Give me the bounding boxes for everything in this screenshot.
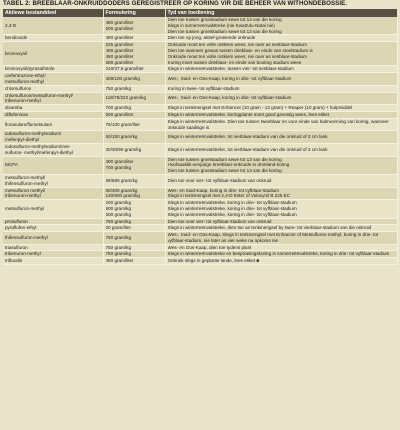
ingredient-cell <box>3 251 103 258</box>
ingredient-cell-line: carfentrazone-ethyl/ <box>5 73 46 79</box>
formulation-cell-line: 480 gram/liter <box>105 19 134 25</box>
header-timing: Tyd van toediening <box>165 9 397 17</box>
table-row <box>3 17 397 35</box>
ingredient-cell-line: chlorsulfuron <box>5 85 32 91</box>
timing-cell <box>165 105 397 112</box>
ingredient-cell <box>3 35 103 42</box>
formulation-cell <box>103 251 165 258</box>
timing-cell <box>165 73 397 86</box>
ingredient-cell <box>3 156 103 174</box>
ingredient-cell <box>3 92 103 105</box>
timing-cell-line: Onkruide moet ten volle ontkiem wees, nie ouer as sesblaar-stadium <box>167 42 307 48</box>
ingredient-cell-line: diflufenican <box>5 111 29 117</box>
table-title: TABEL 2: BREËBLAAR-ONKRUIDDODERS GEREGISTREER OP KORING VIR DIE BEHEER VAN WITHONDEBOSSIE. <box>3 0 348 7</box>
formulation-cell-line: 30/30/90 gram/kg <box>105 146 142 152</box>
ingredient-cell <box>3 42 103 66</box>
timing-cell <box>165 218 397 225</box>
ingredient-cell-line: prosulfuron <box>5 218 28 224</box>
formulation-cell <box>103 131 165 144</box>
ingredient-cell <box>3 174 103 187</box>
ingredient-cell-line: bromoxynil <box>5 50 28 56</box>
timing-cell-line: Dien toe voor vier- tot vyfblaar-stadium van onkruid <box>167 218 272 224</box>
timing-cell-line: Slegs in somerreënvalstreke (nie KwaZulu-Natal nie) <box>167 22 275 28</box>
formulation-cell <box>103 92 165 105</box>
timing-cell-line: Dien toe tussen groeistadium sewe tot 13 van die koring <box>167 28 282 34</box>
timing-cell-line: Wes- en Oos-Kaap, dien toe tydens plant <box>167 244 252 250</box>
table-row <box>3 258 397 265</box>
formulation-cell-line: 750 gram/kg <box>105 85 132 91</box>
ingredient-cell <box>3 200 103 218</box>
formulation-cell-line: 500 gram/kg <box>105 205 132 211</box>
timing-cell-line: Slegs in winterreënvalstreke, tot vierblaar-stadium van die onkruid of 3 cm lank <box>167 146 328 152</box>
header-ingredient: Aktiewe bestanddeel <box>3 9 103 17</box>
timing-cell-line: Dien toe voor vier- tot vyfblaar-stadium van onkruid <box>167 177 272 183</box>
ingredient-cell <box>3 131 103 144</box>
ingredient-cell-line: tribenuron-methyl <box>5 193 41 199</box>
table-row <box>3 244 397 251</box>
ingredient-cell-line: mefenpyr-diethyl <box>5 137 39 143</box>
ingredient-cell <box>3 105 103 112</box>
ingredient-cell-line: bromoxynil/pyrasulfotole <box>5 66 55 72</box>
formulation-cell <box>103 244 165 251</box>
timing-cell-line: Slegs in winterreënvalstreke en besproeiingskoring in somerreënvalstreke, koring in drie- tot vyfblaar-stadium <box>167 251 390 257</box>
timing-cell <box>165 17 397 35</box>
timing-cell-line: Slegs in winterreënvalstreke. Dien toe tussen tweeblaar en voor einde van halmvorming van koring, wanneer onkruide saailinge is <box>167 118 389 130</box>
formulation-cell <box>103 174 165 187</box>
formulation-cell <box>103 143 165 156</box>
herbicide-table <box>3 9 398 265</box>
ingredient-cell-line: MCPA <box>5 162 18 168</box>
timing-cell-line: Hoofsaaklik eenjarige breëblaar-onkruide in droëland-koring <box>167 162 290 168</box>
ingredient-cell-line: thifensulfuron-methyl <box>5 180 48 186</box>
ingredient-cell <box>3 244 103 251</box>
ingredient-cell-line: iodosulfuron-methylsodium/ <box>5 131 62 137</box>
timing-cell-line: Dien toe op jong, aktief-groeiende onkruide <box>167 35 256 41</box>
timing-cell-line: Slegs in winterreënvalstreke, koring in drie- tot vyfblaar-stadium <box>167 205 297 211</box>
timing-cell-line: Dien toe wanneer gewas tussen drieblaar- en einde van stoelstadium is <box>167 47 313 53</box>
formulation-cell-line: 600 gram/kg <box>105 211 132 217</box>
timing-cell-line: Koring in twee- tot vyfblaar-stadium <box>167 85 240 91</box>
header-formulation: Formulering <box>103 9 165 17</box>
table-row <box>3 143 397 156</box>
ingredient-cell-line: metsulfuron-methyl/ <box>5 174 46 180</box>
formulation-cell <box>103 258 165 265</box>
formulation-cell <box>103 111 165 118</box>
ingredient-cell-line: metsulfuron-methyl <box>5 205 45 211</box>
ingredient-cell <box>3 225 103 232</box>
table-row <box>3 111 397 118</box>
table-row <box>3 200 397 218</box>
timing-cell <box>165 66 397 73</box>
ingredient-cell <box>3 143 103 156</box>
formulation-cell <box>103 73 165 86</box>
ingredient-cell <box>3 73 103 86</box>
ingredient-cell-line: trifluralin <box>5 258 23 264</box>
formulation-cell <box>103 42 165 66</box>
ingredient-cell-line: metsulfuron methyl/ <box>5 187 46 193</box>
formulation-cell-line: 200 gram/kg <box>105 200 132 206</box>
timing-cell-line: Slegs in winterreënvalstreke, koringplante moet goed gevestig wees, lees etiket <box>167 111 330 117</box>
formulation-cell-line: 750 gram/kg <box>105 234 132 240</box>
timing-cell <box>165 244 397 251</box>
timing-cell-line: Koring moet tussen drieblaar- en einde van booting stadium wees <box>167 59 302 65</box>
formulation-cell-line: 20 gram/liter <box>105 225 132 231</box>
timing-cell-line: Wes- en Suid-Kaap, koring in drie- tot vyfblaar-stadium <box>167 187 279 193</box>
formulation-cell-line: 400 gram/liter <box>105 47 134 53</box>
ingredient-cell-line: florasulam/flumetsulam <box>5 121 53 127</box>
timing-cell-line: Slegs in winterreënvalstreke, koring in drie- tot vyfblaar-stadium <box>167 200 297 206</box>
formulation-cell-line: 700 gram/kg <box>105 165 132 171</box>
timing-cell-line: Wes-, Suid- en Oos-Kaap, koring in drie- tot vyfblaar-stadium <box>167 76 292 82</box>
timing-cell <box>165 118 397 131</box>
table-row <box>3 218 397 225</box>
table-row <box>3 105 397 112</box>
formulation-cell-line: 118/79/222 gram/kg <box>105 95 147 101</box>
table-header-row <box>3 9 397 17</box>
formulation-cell-line: 75/100 gram/liter <box>105 121 140 127</box>
formulation-cell <box>103 232 165 245</box>
formulation-cell-line: 500 gram/liter <box>105 111 134 117</box>
formulation-cell <box>103 66 165 73</box>
ingredient-cell <box>3 187 103 200</box>
timing-cell <box>165 85 397 92</box>
table-row <box>3 42 397 66</box>
timing-cell-line: Wes-, Suid- en Oos-Kaap, koring in drie- tot vyfblaar-stadium <box>167 95 292 101</box>
timing-cell-line: Onkruide moet ten volle ontkiem wees, nie ouer as sesblaar-stadium <box>167 53 307 59</box>
table-row <box>3 85 397 92</box>
timing-cell <box>165 187 397 200</box>
timing-cell-line: Slegs in tenkmengsel met 2,4-D Ester of Voloxynil B 225 EC <box>167 193 291 199</box>
timing-cell <box>165 225 397 232</box>
timing-cell-line: Gebruik slegs in geplante lande, lees etiket ■ <box>167 258 260 264</box>
table-body <box>3 17 397 265</box>
timing-cell <box>165 111 397 118</box>
timing-cell-line: Dien toe tussen groeistadium sewe tot 13 van die koring <box>167 156 282 162</box>
timing-cell <box>165 200 397 218</box>
formulation-cell-line: 500 gram/liter <box>105 59 134 65</box>
formulation-cell-line: 750 gram/kg <box>105 218 132 224</box>
table-row <box>3 73 397 86</box>
formulation-cell-line: 750 gram/kg <box>105 244 132 250</box>
ingredient-cell <box>3 232 103 245</box>
formulation-cell-line: 80/300 gram/kg <box>105 187 138 193</box>
formulation-cell-line: 480 gram/liter <box>105 258 134 264</box>
table-row <box>3 232 397 245</box>
formulation-cell <box>103 105 165 112</box>
timing-cell <box>165 92 397 105</box>
formulation-cell-line: 700 gram/kg <box>105 105 132 111</box>
formulation-cell <box>103 156 165 174</box>
formulation-cell-line: 210/37,5 gram/liter <box>105 66 144 72</box>
timing-cell-line: Slegs in tenkmengsel met Enhancer (10 gram - 12 gram) + Reaper (10 gram) + hulpmiddel <box>167 105 353 111</box>
formulation-cell-line: 500 gram/liter <box>105 25 134 31</box>
formulation-cell <box>103 85 165 92</box>
ingredient-cell-line: triasulfuron <box>5 244 28 250</box>
timing-cell <box>165 42 397 66</box>
timing-cell-line: Dien toe tussen groeistadium sewe tot 13 van die koring <box>167 17 282 22</box>
formulation-cell-line: 225 gram/liter <box>105 42 134 48</box>
ingredient-cell <box>3 17 103 35</box>
ingredient-cell-line: bendioxide <box>5 35 28 41</box>
formulation-cell-line: 400 gram/liter <box>105 159 134 165</box>
ingredient-cell-line: dicamba <box>5 105 23 111</box>
timing-cell-line: Slegs in winterreënvalstreke, dien toe as tenkmengsel by twee- tot vierblaar-stadium van die onkruid <box>167 225 372 231</box>
timing-cell <box>165 174 397 187</box>
ingredient-cell-line: thifensulfuron-methyl <box>5 234 48 240</box>
timing-cell <box>165 131 397 144</box>
table-row <box>3 251 397 258</box>
timing-cell <box>165 232 397 245</box>
ingredient-cell-line: tribenuron-methyl <box>5 251 41 257</box>
ingredient-cell <box>3 118 103 131</box>
ingredient-cell <box>3 258 103 265</box>
formulation-cell <box>103 17 165 35</box>
formulation-cell <box>103 218 165 225</box>
ingredient-cell-line: 2,4-D <box>5 22 17 28</box>
formulation-cell-line: 480 gram/liter <box>105 35 134 41</box>
timing-cell-line: Slegs in winterreënvalstreke, tussen vier- tot sesblaar-stadium <box>167 66 294 72</box>
formulation-cell-line: 750 gram/kg <box>105 251 132 257</box>
timing-cell-line: Wes-, Suid- en Oos-Kaap, Slegs in tenkmengsel met Enhancer of Metsulfuron-methyl, koring in drie- tot vyfblaar-stadium, nie later as vier weke na opkoms nie <box>167 232 379 243</box>
ingredient-cell-line: iodosulfuron-methylsodium/met- <box>5 143 71 149</box>
formulation-cell <box>103 35 165 42</box>
ingredient-cell-line: tribenuron-methyl <box>5 98 41 104</box>
table-row <box>3 66 397 73</box>
table-row <box>3 225 397 232</box>
table-row <box>3 174 397 187</box>
table-row <box>3 187 397 200</box>
table-row <box>3 92 397 105</box>
table-row <box>3 156 397 174</box>
formulation-cell-line: 400/100 gram/kg <box>105 76 140 82</box>
formulation-cell <box>103 187 165 200</box>
timing-cell <box>165 35 397 42</box>
timing-cell-line: Slegs in winterreënvalstreke, koring in drie- tot vyfblaar-stadium <box>167 211 297 217</box>
formulation-cell <box>103 118 165 131</box>
timing-cell <box>165 143 397 156</box>
formulation-cell <box>103 225 165 232</box>
ingredient-cell-line: metsulfuron-methyl <box>5 78 45 84</box>
ingredient-cell-line: pyraflufen-ethyl <box>5 225 37 231</box>
ingredient-cell <box>3 111 103 118</box>
formulation-cell-line: 120/600 gram/kg <box>105 193 140 199</box>
ingredient-cell <box>3 218 103 225</box>
formulation-cell-line: 450 gram/liter <box>105 53 134 59</box>
timing-cell <box>165 251 397 258</box>
table-row <box>3 118 397 131</box>
formulation-cell-line: 50/150 gram/kg <box>105 134 138 140</box>
timing-cell <box>165 156 397 174</box>
table-row <box>3 35 397 42</box>
formulation-cell <box>103 200 165 218</box>
timing-cell <box>165 258 397 265</box>
ingredient-cell-line: chlorsulfuron/metsulfuron-methyl/ <box>5 92 73 98</box>
timing-cell-line: Slegs in winterreënvalstreke, tot vierblaar-stadium van die onkruid of 3 cm lank <box>167 134 328 140</box>
timing-cell-line: Dien toe tussen groeistadium sewe tot 13 van die koring <box>167 168 282 174</box>
ingredient-cell <box>3 66 103 73</box>
ingredient-cell-line: sulfuron- methyl/mefenpyr-diethyl <box>5 149 73 155</box>
table-row <box>3 131 397 144</box>
ingredient-cell <box>3 85 103 92</box>
formulation-cell-line: 68/680 gram/kg <box>105 177 138 183</box>
